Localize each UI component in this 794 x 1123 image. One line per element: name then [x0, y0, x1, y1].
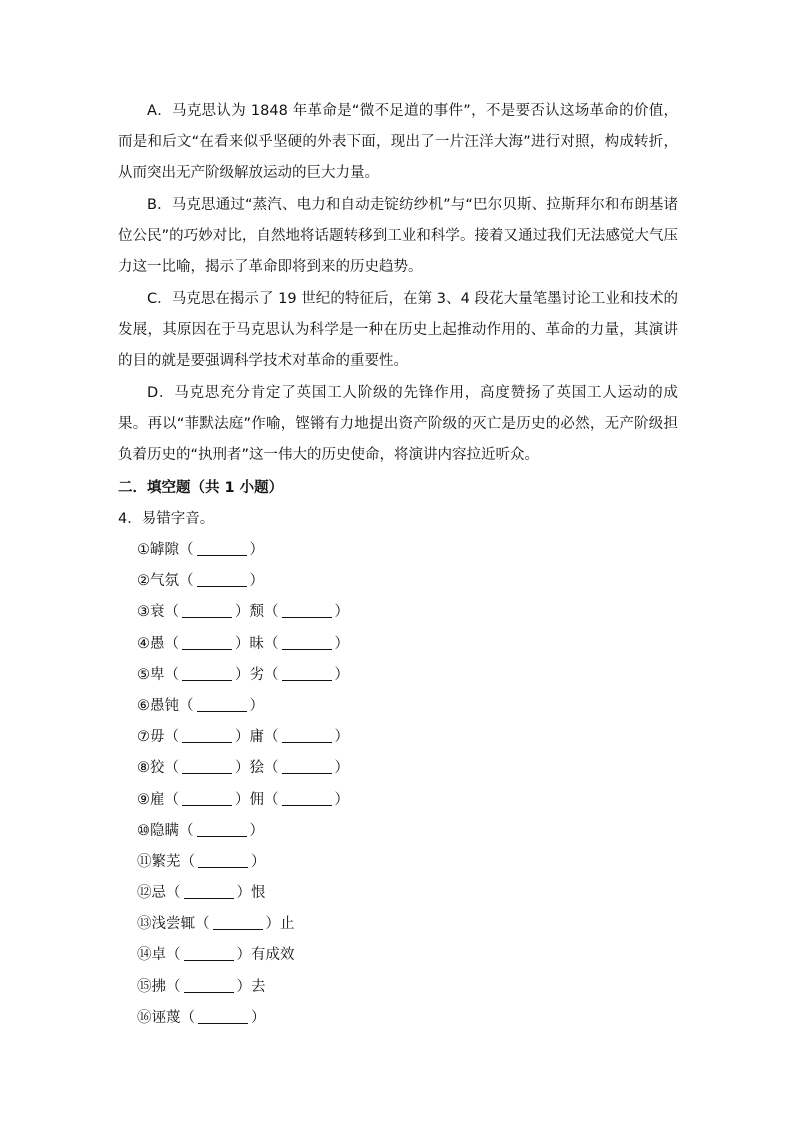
item-number: ⑪ — [137, 853, 152, 870]
answer-blank[interactable] — [282, 791, 332, 806]
item-text: ） — [249, 822, 264, 839]
option-d-paragraph: D．马克思充分肯定了英国工人阶级的先锋作用，高度赞扬了英国工人运动的成果。再以“菲默法庭”作喻，铿锵有力地提出资产阶级的灭亡是历史的必然，无产阶级担负着历史的“执刑者”这一伟大的历史使命，将演讲内容拉近听众。 — [118, 385, 678, 463]
item-text: ） — [249, 573, 264, 590]
item-text: ）颓（ — [235, 604, 279, 621]
item-text: 衰（ — [150, 604, 179, 621]
fill-in-list — [137, 535, 349, 1034]
answer-blank[interactable] — [197, 822, 247, 837]
item-text: 气氛（ — [150, 573, 194, 590]
answer-blank[interactable] — [282, 759, 332, 774]
answer-blank[interactable] — [197, 572, 247, 587]
item-number: ⑤ — [137, 666, 150, 683]
fill-in-item — [137, 629, 349, 660]
item-number: ⑮ — [137, 978, 152, 995]
fill-in-item — [137, 816, 349, 847]
item-text: 繁芜（ — [151, 853, 195, 870]
item-text: 愚（ — [150, 635, 179, 652]
item-number: ⑨ — [137, 791, 150, 808]
item-text: ） — [334, 729, 349, 746]
item-text: ）庸（ — [235, 729, 279, 746]
fill-in-item — [137, 660, 349, 691]
option-c-paragraph: C．马克思在揭示了 19 世纪的特征后，在第 3、4 段花大量笔墨讨论工业和技术的发展，其原因在于马克思认为科学是一种在历史上起推动作用的、革命的力量，其演讲的目的就是要强调科学技术对革命的重要性。 — [118, 291, 678, 369]
item-number: ⑭ — [137, 947, 152, 964]
item-text: ）佣（ — [235, 791, 279, 808]
item-number: ① — [137, 542, 150, 558]
answer-blank[interactable] — [198, 1009, 248, 1024]
answer-blank[interactable] — [213, 915, 263, 930]
answer-blank[interactable] — [182, 791, 232, 806]
item-text: 忌（ — [151, 885, 181, 902]
answer-blank[interactable] — [182, 635, 232, 650]
item-number: ⑬ — [137, 916, 152, 933]
question-stem: 4．易错字音。 — [118, 511, 215, 527]
item-number: ⑫ — [137, 885, 152, 902]
fill-in-item — [137, 940, 349, 971]
item-number: ④ — [137, 635, 150, 652]
option-b-paragraph: B．马克思通过“蒸汽、电力和自动走锭纺纱机”与“巴尔贝斯、拉斯拜尔和布朗基诸位公民”的巧妙对比，自然地将话题转移到工业和科学。接着又通过我们无法感觉大气压力这一比喻，揭示了革命即将到来的历史趋势。 — [118, 197, 678, 275]
item-text: ） — [334, 760, 349, 777]
answer-blank[interactable] — [282, 635, 332, 650]
item-text: ）昧（ — [235, 635, 279, 652]
item-number: ③ — [137, 604, 150, 621]
answer-blank[interactable] — [282, 603, 332, 618]
item-text: ） — [249, 697, 264, 714]
item-number: ⑥ — [137, 697, 150, 714]
item-text: ） — [334, 791, 349, 808]
item-text: 罅隙（ — [150, 542, 194, 558]
item-number: ⑦ — [137, 729, 150, 746]
item-text: 隐瞒（ — [150, 822, 194, 839]
item-number: ⑧ — [137, 760, 150, 777]
item-text: ）有成效 — [236, 947, 295, 964]
item-text: 卑（ — [150, 666, 179, 683]
item-text: ）劣（ — [235, 666, 279, 683]
item-number: ② — [137, 573, 150, 590]
item-text: ）止 — [265, 916, 295, 933]
item-text: ） — [334, 635, 349, 652]
answer-blank[interactable] — [182, 759, 232, 774]
fill-in-item — [137, 566, 349, 597]
item-text: ） — [251, 853, 266, 870]
section-title: 二．填空题（共 1 小题） — [118, 480, 284, 496]
fill-in-item — [137, 785, 349, 816]
item-number: ⑩ — [137, 822, 150, 839]
answer-blank[interactable] — [282, 666, 332, 681]
answer-blank[interactable] — [282, 728, 332, 743]
item-text: 卓（ — [151, 947, 181, 964]
item-number: ⑯ — [137, 1009, 152, 1026]
answer-blank[interactable] — [197, 541, 247, 556]
item-text: 诬蔑（ — [151, 1009, 195, 1026]
item-text: ） — [251, 1009, 266, 1026]
item-text: ）恨 — [236, 885, 266, 902]
answer-blank[interactable] — [184, 978, 234, 993]
item-text: ）去 — [236, 978, 266, 995]
item-text: ）狯（ — [235, 760, 279, 777]
fill-in-item — [137, 535, 349, 566]
answer-blank[interactable] — [198, 853, 248, 868]
answer-blank[interactable] — [184, 884, 234, 899]
item-text: ） — [334, 604, 349, 621]
item-text: ） — [249, 542, 264, 558]
item-text: 拂（ — [151, 978, 181, 995]
item-text: 愚钝（ — [150, 697, 194, 714]
fill-in-item — [137, 722, 349, 753]
fill-in-item — [137, 691, 349, 722]
option-a-paragraph: A．马克思认为 1848 年革命是“微不足道的事件”，不是要否认这场革命的价值，而是和后文“在看来似乎坚硬的外表下面，现出了一片汪洋大海”进行对照，构成转折，从而突出无产阶级解放运动的巨大力量。 — [118, 103, 678, 181]
item-text: 毋（ — [150, 729, 179, 746]
item-text: 浅尝辄（ — [151, 916, 210, 933]
fill-in-item — [137, 1003, 349, 1034]
answer-blank[interactable] — [182, 666, 232, 681]
fill-in-item — [137, 878, 349, 909]
fill-in-item — [137, 972, 349, 1003]
answer-blank[interactable] — [184, 946, 234, 961]
fill-in-item — [137, 597, 349, 628]
fill-in-item — [137, 909, 349, 940]
answer-blank[interactable] — [182, 728, 232, 743]
fill-in-item — [137, 753, 349, 784]
item-text: 雇（ — [150, 791, 179, 808]
item-text: ） — [334, 666, 349, 683]
item-text: 狡（ — [150, 760, 179, 777]
answer-blank[interactable] — [197, 697, 247, 712]
fill-in-item — [137, 847, 349, 878]
answer-blank[interactable] — [182, 603, 232, 618]
